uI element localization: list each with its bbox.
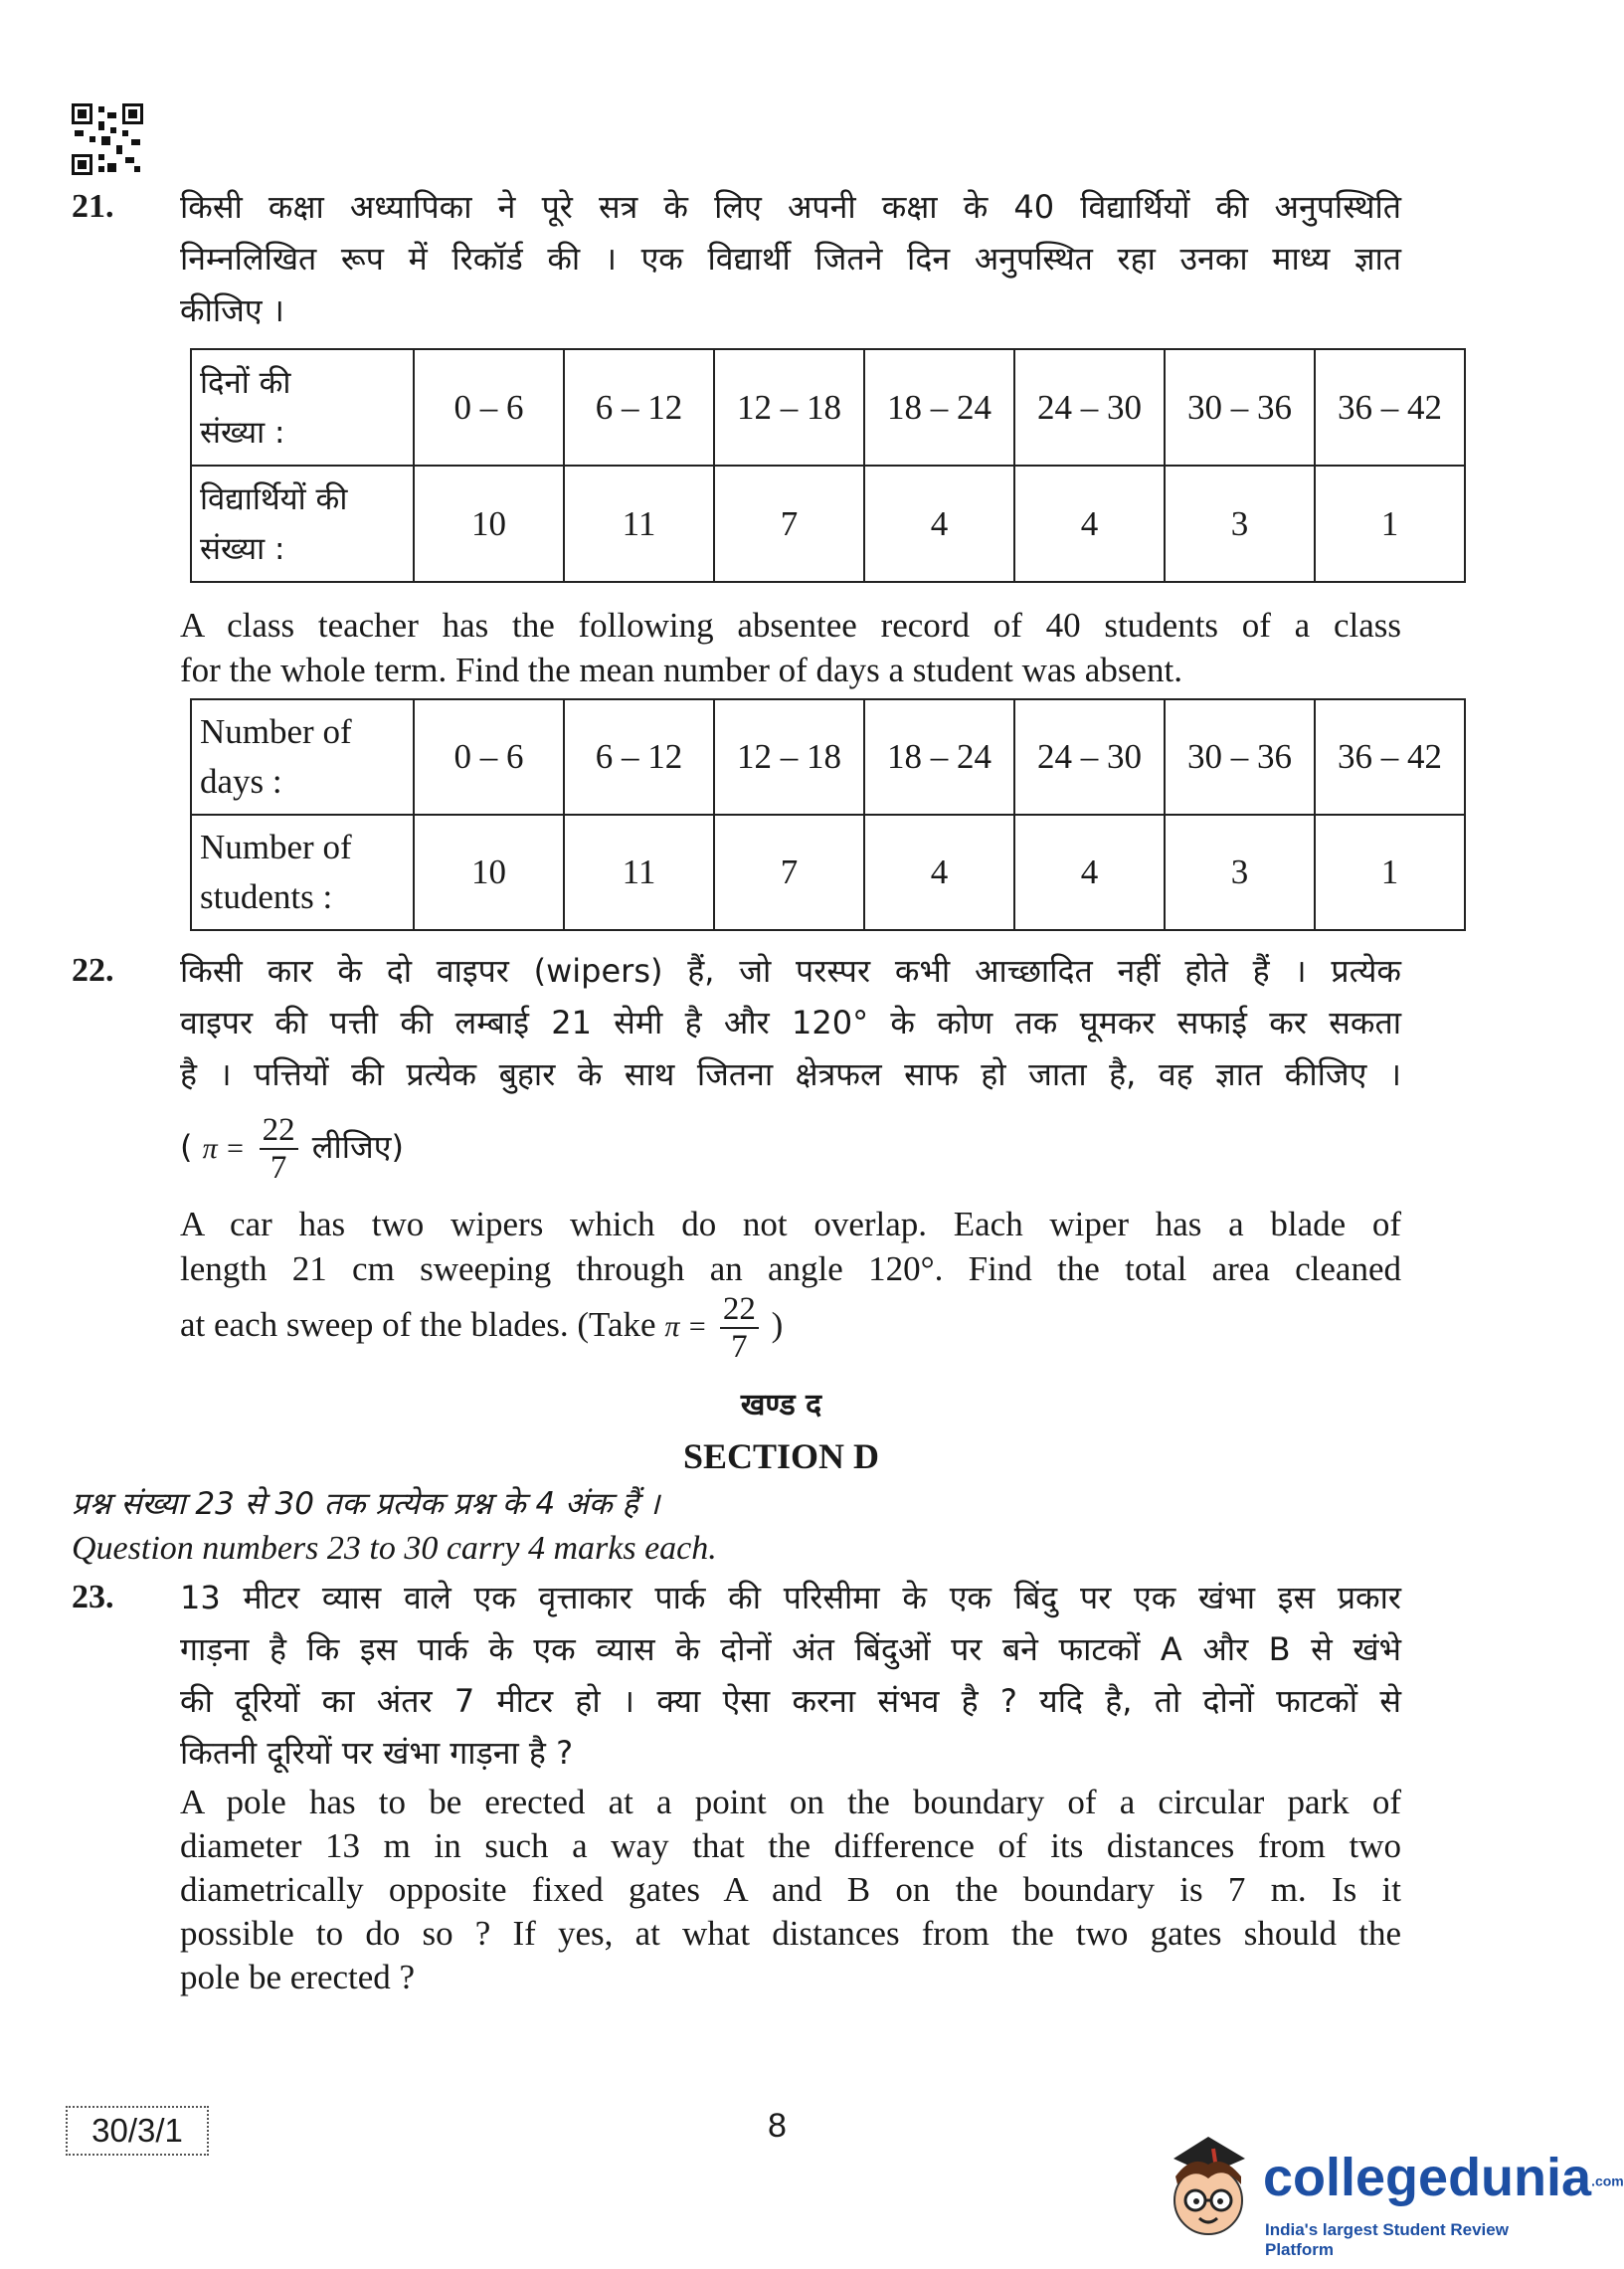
label-line: दिनों की xyxy=(200,364,291,401)
table-cell: 4 xyxy=(864,466,1014,582)
section-note: Question numbers 23 to 30 carry 4 marks each. xyxy=(72,1530,717,1567)
table-cell: 24 – 30 xyxy=(1014,349,1165,466)
text-line: for the whole term. Find the mean number of days a student was absent. xyxy=(180,651,1182,689)
table-cell: 1 xyxy=(1315,815,1465,930)
table-cell: 7 xyxy=(714,466,864,582)
table-cell: 3 xyxy=(1165,466,1315,582)
table-row-label xyxy=(191,699,414,815)
table-cell: 6 – 12 xyxy=(564,349,714,466)
table-cell: 0 – 6 xyxy=(414,699,564,815)
question-number-21: 21. xyxy=(72,188,114,225)
table-cell: 3 xyxy=(1165,815,1315,930)
text-line: A class teacher has the following absentee record of 40 students of a class xyxy=(180,606,1401,645)
mascot-logo-icon xyxy=(1154,2119,1263,2248)
section-title-hindi: खण्ड द xyxy=(740,1388,822,1422)
q23-hindi-text xyxy=(180,1572,1401,1779)
table-cell: 18 – 24 xyxy=(864,699,1014,815)
q21-english-table xyxy=(190,698,1466,931)
table-cell: 24 – 30 xyxy=(1014,699,1165,815)
q21-hindi-text xyxy=(180,181,1401,336)
q21-hindi-table xyxy=(190,348,1466,583)
text-line: है । पत्तियों की प्रत्येक बुहार के साथ जितना क्षेत्रफल साफ हो जाता है, वह ज्ञात कीजिए । xyxy=(180,1055,1401,1093)
brand-text: collegedunia xyxy=(1263,2148,1592,2207)
page-number: 8 xyxy=(768,2107,787,2145)
table-row-label xyxy=(191,466,414,582)
q22-pi-hint-hindi xyxy=(180,1112,404,1186)
question-number-23: 23. xyxy=(72,1579,114,1615)
table-cell: 7 xyxy=(714,815,864,930)
numerator: 22 xyxy=(720,1291,759,1329)
text-fragment: at each sweep of the blades. (Take xyxy=(180,1305,656,1345)
text-line: A pole has to be erected at a point on the boundary of a circular park of xyxy=(180,1783,1401,1821)
denominator: 7 xyxy=(270,1150,287,1186)
table-cell: 0 – 6 xyxy=(414,349,564,466)
table-cell: 1 xyxy=(1315,466,1465,582)
table-cell: 18 – 24 xyxy=(864,349,1014,466)
label-line: days : xyxy=(200,762,282,801)
brand-tagline: India's largest Student Review Platform xyxy=(1265,2220,1509,2259)
brand-suffix: .com xyxy=(1591,2173,1624,2189)
text-line: निम्नलिखित रूप में रिकॉर्ड की । एक विद्यार्थी जितने दिन अनुपस्थित रहा उनका माध्य ज्ञात xyxy=(180,240,1401,278)
text-line: A car has two wipers which do not overlap. Each wiper has a blade of xyxy=(180,1205,1401,1243)
q23-english-text xyxy=(180,1781,1401,1999)
table-cell: 4 xyxy=(1014,466,1165,582)
section-title: SECTION D xyxy=(682,1436,880,1476)
text-line: possible to do so ? If yes, at what distances from the two gates should the xyxy=(180,1914,1401,1953)
table-cell: 36 – 42 xyxy=(1315,349,1465,466)
qr-code-icon xyxy=(72,103,143,175)
text-line: किसी कार के दो वाइपर (wipers) हैं, जो परस्पर कभी आच्छादित नहीं होते हैं । प्रत्येक xyxy=(180,952,1401,990)
table-row-label xyxy=(191,349,414,466)
text-line: diametrically opposite fixed gates A and B on the boundary is 7 m. Is it xyxy=(180,1870,1401,1909)
q22-english-last-line xyxy=(180,1291,783,1365)
text-line: वाइपर की पत्ती की लम्बाई 21 सेमी है और 120° के कोण तक घूमकर सफाई कर सकता xyxy=(180,1004,1401,1041)
pi-symbol: π = xyxy=(664,1310,708,1344)
bracket: ) xyxy=(771,1305,784,1345)
text-line: pole be erected ? xyxy=(180,1958,416,1996)
table-cell: 12 – 18 xyxy=(714,699,864,815)
hint-suffix: लीजिए) xyxy=(311,1128,404,1166)
label-line: विद्यार्थियों की xyxy=(200,480,348,517)
label-line: संख्या : xyxy=(200,530,285,567)
text-line: की दूरियों का अंतर 7 मीटर हो । क्या ऐसा करना संभव है ? यदि है, तो दोनों फाटकों से xyxy=(180,1682,1401,1720)
text-line: कितनी दूरियों पर खंभा गाड़ना है ? xyxy=(180,1734,574,1772)
label-line: संख्या : xyxy=(200,414,285,451)
table-cell: 10 xyxy=(414,815,564,930)
q22-english-text xyxy=(180,1202,1401,1291)
text-line: 13 मीटर व्यास वाले एक वृत्ताकार पार्क की परिसीमा के एक बिंदु पर एक खंभा इस प्रकार xyxy=(180,1579,1401,1616)
q21-english-text xyxy=(180,603,1401,692)
text-line: length 21 cm sweeping through an angle 120°. Find the total area cleaned xyxy=(180,1249,1401,1288)
brand-name xyxy=(1263,2147,1624,2208)
bracket: ( xyxy=(180,1128,193,1166)
table-cell: 12 – 18 xyxy=(714,349,864,466)
numerator: 22 xyxy=(260,1112,298,1150)
table-cell: 10 xyxy=(414,466,564,582)
question-number-22: 22. xyxy=(72,952,114,989)
section-note-hindi: प्रश्न संख्या 23 से 30 तक प्रत्येक प्रश्न के 4 अंक हैं । xyxy=(72,1486,660,1522)
table-cell: 30 – 36 xyxy=(1165,699,1315,815)
table-cell: 11 xyxy=(564,815,714,930)
table-cell: 4 xyxy=(1014,815,1165,930)
label-line: students : xyxy=(200,877,333,916)
table-cell: 11 xyxy=(564,466,714,582)
table-cell: 4 xyxy=(864,815,1014,930)
table-cell: 36 – 42 xyxy=(1315,699,1465,815)
fraction xyxy=(260,1112,298,1186)
text-line: कीजिए । xyxy=(180,291,284,329)
text-line: किसी कक्षा अध्यापिका ने पूरे सत्र के लिए अपनी कक्षा के 40 विद्यार्थियों की अनुपस्थिति xyxy=(180,188,1401,226)
label-line: Number of xyxy=(200,712,352,751)
table-cell: 6 – 12 xyxy=(564,699,714,815)
text-line: diameter 13 m in such a way that the difference of its distances from two xyxy=(180,1826,1401,1865)
q22-hindi-text xyxy=(180,945,1401,1100)
table-row-label xyxy=(191,815,414,930)
denominator: 7 xyxy=(731,1329,748,1365)
paper-code: 30/3/1 xyxy=(66,2106,209,2156)
table-cell: 30 – 36 xyxy=(1165,349,1315,466)
pi-symbol: π = xyxy=(202,1132,246,1165)
text-line: गाड़ना है कि इस पार्क के एक व्यास के दोनों अंत बिंदुओं पर बने फाटकों A और B से खंभे xyxy=(180,1630,1401,1668)
fraction xyxy=(720,1291,759,1365)
label-line: Number of xyxy=(200,828,352,866)
